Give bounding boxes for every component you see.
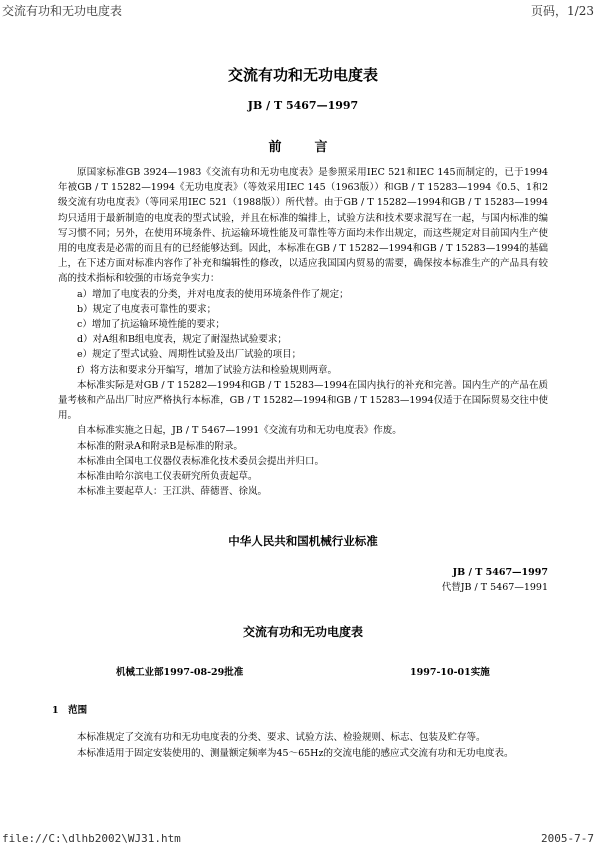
footer-file-path: file://C:\dlhb2002\WJ31.htm <box>2 832 181 845</box>
section-heading: 1 范围 <box>52 705 88 717</box>
page-footer <box>0 829 600 849</box>
date-line <box>58 664 548 680</box>
effective-date: 1997-10-01实施 <box>410 667 490 679</box>
document-body <box>52 26 548 761</box>
header-title: 交流有功和无功电度表 <box>2 4 123 18</box>
foreword-paragraph: 本标准实际是对GB / T 15282—1994和GB / T 15283—1994在国内执行的补充和完善。国内生产的产品在质量考核和产品出厂时应严格执行本标准，GB / T 15282—1994和GB / T 15283—1994仅适于在国际贸易交往中使用。 <box>58 379 548 422</box>
header-page-number: 页码，1/23 <box>531 4 594 18</box>
section-paragraph: 本标准规定了交流有功和无功电度表的分类、要求、试验方法、检验规则、标志、包装及贮存等。 <box>77 732 486 744</box>
foreword-paragraph: 本标准的附录A和附录B是标准的附录。 <box>77 440 243 452</box>
foreword-paragraph: 原国家标准GB 3924—1983《交流有功和无功电度表》是参照采用IEC 521和IEC 145而制定的，已于1994年被GB / T 15282—1994《无功电度表》（等效采用IEC 145（1963版））和GB / T 15283—1994《0.5、1和2级交流有功电度表》（等同采用IEC 521（1988版））所代替。由于GB / T 15282—1994和GB / T 15283—1994均只适用于最新制造的电度表的型式试验，并且在标准的编排上，试验方法和技术要求混写在一起，与国内标准的编写习惯不同；另外，在使用环境条件、抗运输环境性能及可靠性等方面均未作出规定，而这些规定对目前国内生产使用的电度表是必需的而且有的已经能够达到。因此，本标准在GB / T 15282—1994和GB / T 15283—1994的基础上，在下述方面对标准内容作了补充和编辑性的修改，以适应我国国内贸易的需要，确保按本标准生产的产品具有较高的技术指标和较强的市场竞争实力： <box>58 167 548 285</box>
list-item: c）增加了抗运输环境性能的要求； <box>77 319 225 331</box>
list-item: f）将方法和要求分开编写，增加了试验方法和检验规则两章。 <box>77 364 338 376</box>
foreword-paragraph: 本标准由全国电工仪器仪表标准化技术委员会提出并归口。 <box>77 455 325 467</box>
foreword-paragraph: 自本标准实施之日起，JB / T 5467—1991《交流有功和无功电度表》作废。 <box>77 425 402 437</box>
list-item: b）规定了电度表可靠性的要求； <box>77 303 217 315</box>
foreword-heading: 前 言 <box>268 140 338 155</box>
list-item: d）对A组和B组电度表，规定了耐湿热试验要求； <box>77 334 287 346</box>
foreword-paragraph: 本标准主要起草人：王江洪、薛德晋、徐岚。 <box>77 486 268 498</box>
standard-number: JB / T 5467—1997 <box>452 567 548 579</box>
replaces-standard: 代替JB / T 5467—1991 <box>441 582 548 594</box>
standard-title: 交流有功和无功电度表 <box>242 625 363 640</box>
page-header <box>0 0 600 20</box>
section-paragraph: 本标准适用于固定安装使用的、测量额定频率为45～65Hz的交流电能的感应式交流有功和无功电度表。 <box>77 747 514 759</box>
organization-title: 中华人民共和国机械行业标准 <box>228 534 378 549</box>
foreword-paragraph: 本标准由哈尔滨电工仪表研究所负责起草。 <box>77 471 258 483</box>
approval-date: 机械工业部1997-08-29批准 <box>116 667 244 679</box>
standard-code: JB / T 5467—1997 <box>247 99 359 112</box>
document-title: 交流有功和无功电度表 <box>227 66 378 84</box>
list-item: a）增加了电度表的分类，并对电度表的使用环境条件作了规定； <box>77 288 349 300</box>
list-item: e）规定了型式试验、周期性试验及出厂试验的项目； <box>77 349 302 361</box>
footer-date: 2005-7-7 <box>541 832 594 845</box>
